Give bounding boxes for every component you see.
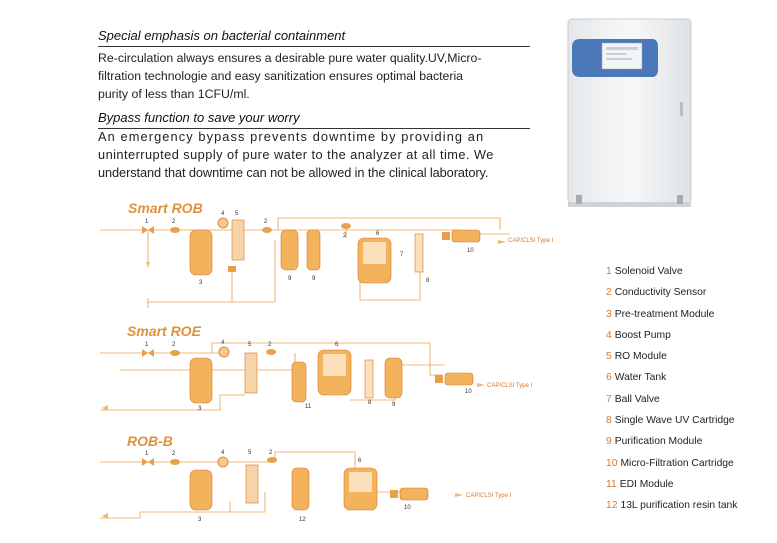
legend-item [606,415,776,436]
water-purifier-unit-image [566,17,693,210]
diagram-title: Smart ROE [127,323,201,339]
legend-number: 7 [606,393,612,405]
heading-underline [98,46,530,47]
component-number: 10 [467,248,474,254]
solenoid-valve-icon [142,349,148,357]
component-number: 2 [268,342,272,348]
legend-number: 11 [606,478,617,490]
micro-filtration-icon [445,373,473,385]
conductivity-sensor-icon [341,223,351,229]
component-number: 10 [465,389,472,395]
pretreatment-module-icon [190,358,212,403]
legend-item [606,372,776,393]
legend-number: 6 [606,372,612,384]
component-number: 2 [343,233,347,239]
legend-item [606,287,776,308]
legend-item [606,500,776,521]
legend-label: Ball Valve [614,393,660,405]
section1-line: Re-circulation always ensures a desirable pure water quality.UV,Micro- [98,51,482,65]
section2-line: An emergency bypass prevents downtime by providing an [98,129,485,144]
legend-label: Single Wave UV Cartridge [614,415,735,427]
component-number: 11 [305,404,312,410]
component-number: 2 [269,450,273,456]
boost-pump-icon [218,457,228,467]
component-number: 9 [288,276,292,282]
solenoid-valve-icon [148,349,154,357]
diagram-smart-rob [142,218,480,283]
component-number: 3 [198,517,202,523]
ball-valve-icon [228,266,236,272]
legend-item [606,330,776,351]
pretreatment-module-icon [190,470,212,510]
legend [606,266,776,522]
process-diagrams [100,190,600,535]
solenoid-valve-icon [148,226,154,234]
component-number: 1 [145,451,149,457]
component-number: 6 [376,231,380,237]
legend-item [606,266,776,287]
micro-filtration-icon [452,230,480,242]
output-label: CAP/CLSI Type I [508,238,554,244]
conductivity-sensor-icon [170,459,180,465]
section2-line: uninterrupted supply of pure water to the analyzer at all time. We [98,147,494,162]
legend-item [606,309,776,330]
micro-filtration-icon [400,488,428,500]
legend-number: 12 [606,500,618,512]
component-number: 5 [248,342,252,348]
component-number: 7 [400,252,404,258]
arrow-icon [146,262,150,268]
legend-label: RO Module [614,351,667,363]
conductivity-sensor-icon [170,350,180,356]
section2-line: understand that downtime can not be allowed in the clinical laboratory. [98,165,489,180]
component-number: 5 [248,450,252,456]
filter-cap-icon [390,490,398,498]
legend-label: Micro-Filtration Cartridge [620,457,734,469]
legend-label: 13L purification resin tank [620,500,738,512]
component-number: 3 [199,280,203,286]
component-number: 6 [335,342,339,348]
component-number: 6 [358,458,362,464]
legend-label: Boost Pump [614,329,671,341]
component-number: 4 [221,340,225,346]
component-number: 2 [264,219,268,225]
output-label: CAP/CLSI Type I [487,383,533,389]
arrow-icon [455,493,463,497]
conductivity-sensor-icon [170,227,180,233]
edi-module-icon [292,362,306,402]
legend-item [606,394,776,415]
section2-heading: Bypass function to save your worry [98,110,300,125]
diagram-smart-roe [142,347,473,403]
component-number: 1 [145,342,149,348]
ro-module-icon [232,220,244,260]
component-number: 2 [172,219,176,225]
filter-cap-icon [442,232,450,240]
legend-item [606,458,776,479]
legend-label: EDI Module [619,478,674,490]
conductivity-sensor-icon [267,457,277,463]
section1-paragraph [98,49,538,103]
legend-number: 3 [606,308,612,320]
filter-cap-icon [435,375,443,383]
component-number: 4 [221,450,225,456]
legend-label: Solenoid Valve [614,266,683,277]
section1-line: purity of less than 1CFU/ml. [98,87,250,101]
legend-label: Water Tank [614,372,667,384]
legend-label: Pre-treatment Module [614,308,715,320]
solenoid-valve-icon [142,226,148,234]
section1-line: filtration technologie and easy sanitization ensures optimal bacteria [98,69,464,83]
water-tank-window [323,354,346,376]
purification-module-icon [281,230,298,270]
component-number: 8 [426,278,430,284]
diagram-title: ROB-B [127,433,173,449]
legend-number: 8 [606,415,612,427]
component-number: 1 [145,219,149,225]
boost-pump-icon [218,218,228,228]
component-number: 10 [404,505,411,511]
legend-number: 4 [606,329,612,341]
pretreatment-module-icon [190,230,212,275]
legend-item [606,436,776,457]
pipe-line [100,343,335,353]
component-number: 3 [198,406,202,412]
component-number: 2 [172,451,176,457]
legend-label: Purification Module [614,436,703,448]
diagram-rob-b [142,457,428,510]
component-number: 8 [368,400,372,406]
output-label: CAP/CLSI Type I [466,493,512,499]
pipe-line [278,218,500,230]
legend-item [606,351,776,372]
legend-number: 2 [606,287,612,299]
boost-pump-icon [219,347,229,357]
arrow-icon [498,240,506,244]
flow-diagram-svg [100,190,600,535]
water-tank-window [349,472,372,492]
uv-cartridge-icon [365,360,373,398]
arrow-icon [477,383,485,387]
purification-module-icon [385,358,402,398]
legend-number: 10 [606,457,618,469]
component-number: 12 [299,517,306,523]
purification-module-icon [307,230,320,270]
solenoid-valve-icon [148,458,154,466]
uv-cartridge-icon [415,234,423,272]
ro-module-icon [245,353,257,393]
water-tank-window [363,242,386,264]
conductivity-sensor-icon [266,349,276,355]
section2-paragraph [98,128,538,182]
component-number: 9 [392,402,396,408]
legend-number: 9 [606,436,612,448]
component-number: 5 [235,211,239,217]
component-number: 4 [221,211,225,217]
section1-heading: Special emphasis on bacterial containment [98,28,346,43]
resin-tank-icon [292,468,309,510]
component-number: 2 [172,342,176,348]
legend-number: 1 [606,266,612,277]
diagram-title: Smart ROB [128,200,203,216]
legend-number: 5 [606,351,612,363]
solenoid-valve-icon [142,458,148,466]
component-number: 9 [312,276,316,282]
legend-label: Conductivity Sensor [614,287,707,299]
ro-module-icon [246,465,258,503]
conductivity-sensor-icon [262,227,272,233]
pipe-line [148,270,232,302]
legend-item [606,479,776,500]
